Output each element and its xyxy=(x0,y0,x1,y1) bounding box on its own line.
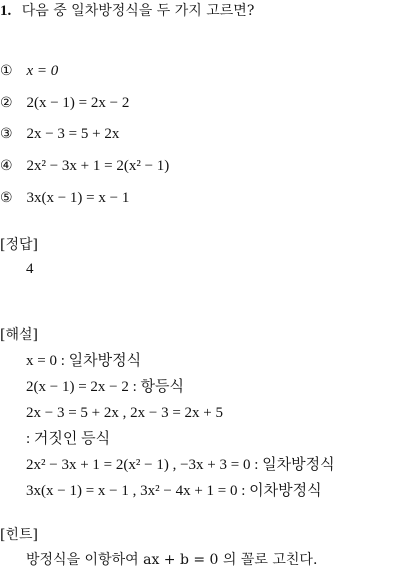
choice-5-expr: 3x(x − 1) = x − 1 xyxy=(26,190,130,206)
choice-3-mark: ③ xyxy=(0,126,13,142)
choice-5 xyxy=(0,189,129,207)
explanation-line-1: x = 0 : 일차방정식 xyxy=(26,353,142,369)
choice-4 xyxy=(0,157,169,175)
explanation-label: [해설] xyxy=(0,327,38,343)
hint-text: 방정식을 이항하여 ax + b = 0 의 꼴로 고친다. xyxy=(26,552,318,568)
question-text: 다음 중 일차방정식을 두 가지 고르면? xyxy=(21,3,255,19)
answer-label: [정답] xyxy=(0,237,38,253)
explanation-line-4: : 거짓인 등식 xyxy=(26,431,111,447)
hint-label: [힌트] xyxy=(0,527,38,543)
choice-3 xyxy=(0,125,119,143)
explanation-line-5: 2x² − 3x + 1 = 2(x² − 1) , −3x + 3 = 0 : 일차방정식 xyxy=(26,457,335,473)
choice-5-mark: ⑤ xyxy=(0,190,13,206)
choice-1 xyxy=(0,62,58,80)
explanation-line-2: 2(x − 1) = 2x − 2 : 항등식 xyxy=(26,379,185,395)
choice-4-mark: ④ xyxy=(0,158,13,174)
choice-2-mark: ② xyxy=(0,95,13,111)
choice-2-expr: 2(x − 1) = 2x − 2 xyxy=(26,95,130,111)
choice-2 xyxy=(0,94,129,112)
choice-4-expr: 2x² − 3x + 1 = 2(x² − 1) xyxy=(26,158,170,174)
question-line xyxy=(0,2,254,20)
answer-value: 4 xyxy=(26,261,34,277)
choice-1-mark: ① xyxy=(0,63,13,79)
choice-1-expr: x = 0 xyxy=(26,63,59,79)
explanation-line-3: 2x − 3 = 5 + 2x , 2x − 3 = 2x + 5 xyxy=(26,405,224,421)
question-number: 1. xyxy=(0,3,12,19)
explanation-line-6: 3x(x − 1) = x − 1 , 3x² − 4x + 1 = 0 : 이차방정식 xyxy=(26,483,322,499)
choice-3-expr: 2x − 3 = 5 + 2x xyxy=(26,126,120,142)
